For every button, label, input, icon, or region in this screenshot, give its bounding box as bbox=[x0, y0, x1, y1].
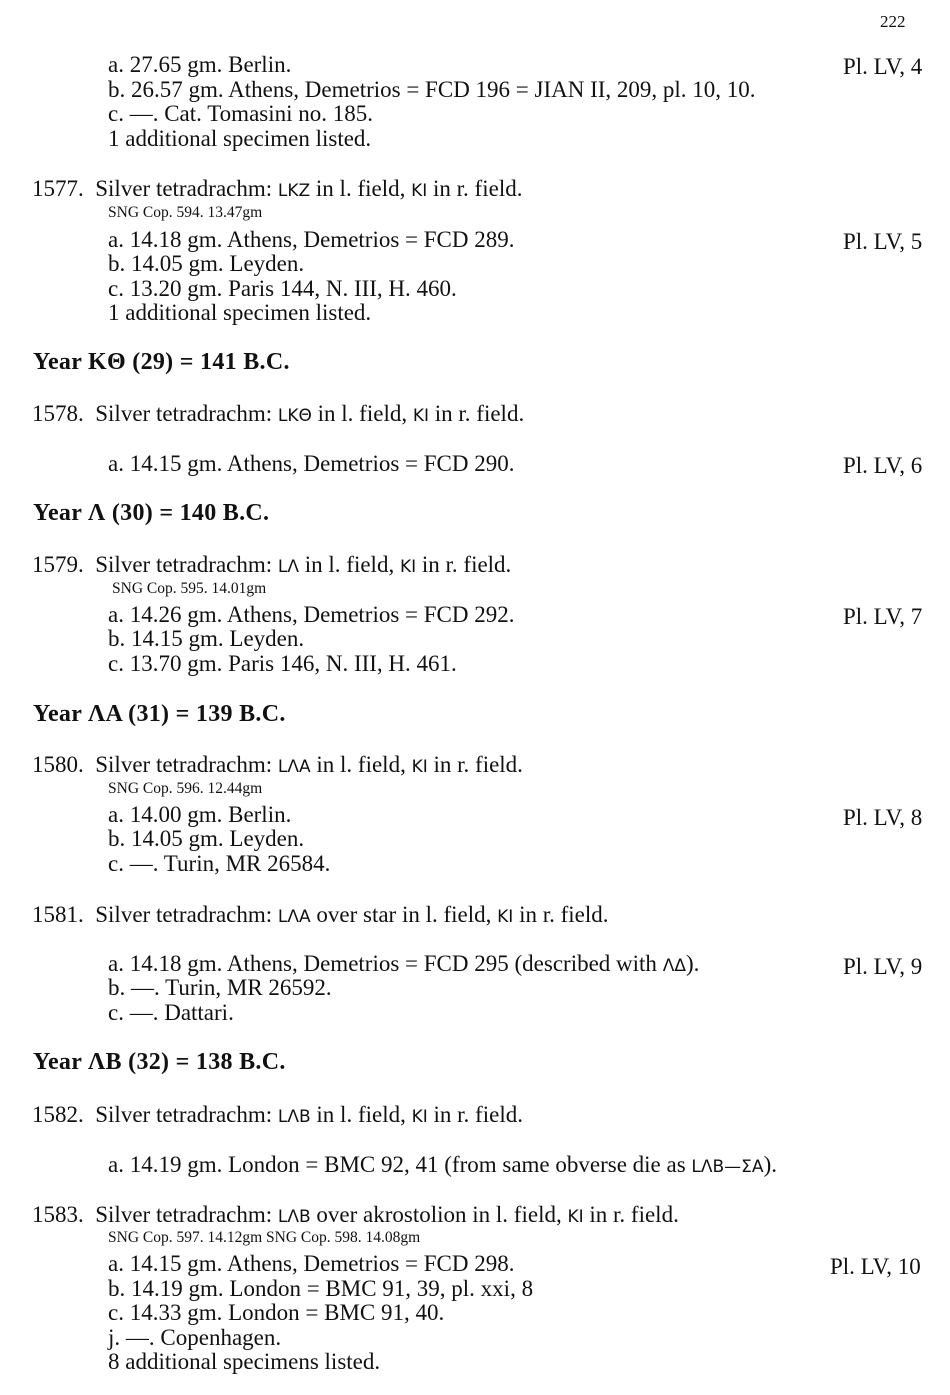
entry-number: 1580. bbox=[32, 752, 84, 777]
specimen-text: ). bbox=[685, 951, 700, 976]
specimen-line: a. 14.15 gm. Athens, Demetrios = FCD 290. bbox=[108, 451, 515, 476]
left-field-monogram: LΛA bbox=[277, 907, 311, 927]
specimen-text: a. 14.18 gm. Athens, Demetrios = FCD 295 (described with bbox=[108, 951, 657, 976]
specimen-line: c. 13.20 gm. Paris 144, N. III, H. 460. bbox=[108, 276, 457, 301]
entry-number: 1583. bbox=[32, 1202, 84, 1227]
left-field-monogram: LΛB bbox=[277, 1207, 311, 1227]
specimen-line bbox=[108, 1152, 777, 1180]
catalog-entry-1582 bbox=[32, 1102, 523, 1130]
right-field-monogram: KI bbox=[399, 557, 417, 577]
specimen-line: c. 13.70 gm. Paris 146, N. III, H. 461. bbox=[108, 651, 457, 676]
specimen-text: a. 14.19 gm. London = BMC 92, 41 (from same obverse die as bbox=[108, 1152, 686, 1177]
entry-number: 1582. bbox=[32, 1102, 84, 1127]
plate-reference: Pl. LV, 7 bbox=[843, 604, 923, 629]
year-heading: Year ΛB (32) = 138 B.C. bbox=[33, 1049, 286, 1075]
entry-description: in l. field, bbox=[317, 401, 408, 426]
left-field-monogram: LKZ bbox=[277, 181, 311, 201]
left-field-monogram: LΛA bbox=[277, 757, 311, 777]
sng-reference: SNG Cop. 594. 13.47gm bbox=[108, 204, 263, 221]
specimen-line: b. —. Turin, MR 26592. bbox=[108, 975, 332, 1000]
catalog-entry-1579 bbox=[32, 552, 511, 580]
right-field-monogram: KI bbox=[567, 1207, 584, 1227]
entry-description: in r. field. bbox=[433, 176, 523, 201]
sng-reference: SNG Cop. 596. 12.44gm bbox=[108, 780, 263, 797]
specimen-line: a. 14.26 gm. Athens, Demetrios = FCD 292. bbox=[108, 602, 515, 627]
entry-description: Silver tetradrachm: bbox=[95, 1102, 273, 1127]
specimen-line: b. 14.15 gm. Leyden. bbox=[108, 626, 305, 651]
entry-number: 1581. bbox=[32, 902, 84, 927]
entry-description: in l. field, bbox=[315, 176, 406, 201]
plate-reference: Pl. LV, 10 bbox=[830, 1254, 921, 1279]
year-heading: Year ΛA (31) = 139 B.C. bbox=[33, 701, 286, 727]
entry-description: over star in l. field, bbox=[316, 902, 492, 927]
right-field-monogram: KI bbox=[411, 1107, 428, 1127]
entry-number: 1579. bbox=[32, 552, 84, 577]
monogram: LΛB—ΣA bbox=[691, 1157, 764, 1177]
entry-description: in r. field. bbox=[519, 902, 609, 927]
entry-description: in l. field, bbox=[304, 552, 395, 577]
entry-description: in r. field. bbox=[589, 1202, 679, 1227]
catalog-entry-1578 bbox=[32, 401, 524, 429]
specimen-line: a. 14.18 gm. Athens, Demetrios = FCD 289. bbox=[108, 227, 515, 252]
additional-specimens-note: 1 additional specimen listed. bbox=[108, 126, 372, 151]
specimen-line: a. 14.15 gm. Athens, Demetrios = FCD 298. bbox=[108, 1251, 515, 1276]
additional-specimens-note: 8 additional specimens listed. bbox=[108, 1349, 381, 1374]
catalog-entry-1581 bbox=[32, 902, 609, 930]
entry-description: Silver tetradrachm: bbox=[95, 1202, 273, 1227]
entry-description: Silver tetradrachm: bbox=[95, 902, 273, 927]
additional-specimens-note: 1 additional specimen listed. bbox=[108, 300, 372, 325]
entry-description: in r. field. bbox=[434, 401, 525, 426]
specimen-line: c. 14.33 gm. London = BMC 91, 40. bbox=[108, 1300, 445, 1325]
catalog-entry-1577 bbox=[32, 176, 522, 204]
right-field-monogram: KI bbox=[411, 181, 428, 201]
monogram: ΛΔ bbox=[662, 956, 686, 976]
left-field-monogram: LΛB bbox=[277, 1107, 311, 1127]
plate-reference: Pl. LV, 5 bbox=[843, 229, 923, 254]
plate-reference: Pl. LV, 6 bbox=[843, 453, 923, 478]
entry-number: 1577. bbox=[32, 176, 84, 201]
entry-description: Silver tetradrachm: bbox=[95, 752, 273, 777]
specimen-line: b. 14.05 gm. Leyden. bbox=[108, 826, 305, 851]
specimen-line: c. —. Turin, MR 26584. bbox=[108, 851, 331, 876]
specimen-text: ). bbox=[763, 1152, 777, 1177]
specimen-line: b. 14.19 gm. London = BMC 91, 39, pl. xxi, 8 bbox=[108, 1276, 534, 1301]
specimen-line: c. —. Cat. Tomasini no. 185. bbox=[108, 101, 374, 126]
entry-description: Silver tetradrachm: bbox=[95, 401, 273, 426]
entry-description: in l. field, bbox=[316, 752, 406, 777]
entry-description: in r. field. bbox=[433, 1102, 523, 1127]
catalog-entry-1583 bbox=[32, 1202, 679, 1230]
entry-description: in r. field. bbox=[433, 752, 523, 777]
plate-reference: Pl. LV, 9 bbox=[843, 954, 923, 979]
entry-description: Silver tetradrachm: bbox=[95, 552, 273, 577]
plate-reference: Pl. LV, 4 bbox=[843, 54, 923, 79]
specimen-line: j. —. Copenhagen. bbox=[108, 1325, 282, 1350]
specimen-line: c. —. Dattari. bbox=[108, 1000, 234, 1025]
right-field-monogram: KI bbox=[411, 757, 428, 777]
entry-description: Silver tetradrachm: bbox=[95, 176, 273, 201]
specimen-line: a. 14.00 gm. Berlin. bbox=[108, 802, 292, 827]
page-number: 222 bbox=[880, 12, 906, 31]
plate-reference: Pl. LV, 8 bbox=[843, 805, 923, 830]
catalog-entry-1580 bbox=[32, 752, 523, 780]
year-heading: Year Λ (30) = 140 B.C. bbox=[33, 500, 270, 526]
left-field-monogram: LKΘ bbox=[277, 406, 312, 426]
year-heading: Year KΘ (29) = 141 B.C. bbox=[33, 349, 290, 375]
entry-number: 1578. bbox=[32, 401, 84, 426]
specimen-line: b. 14.05 gm. Leyden. bbox=[108, 251, 305, 276]
right-field-monogram: KI bbox=[412, 406, 430, 426]
specimen-line: a. 27.65 gm. Berlin. bbox=[108, 52, 292, 77]
entry-description: over akrostolion in l. field, bbox=[316, 1202, 562, 1227]
sng-reference: SNG Cop. 597. 14.12gm SNG Cop. 598. 14.08gm bbox=[108, 1229, 421, 1246]
right-field-monogram: KI bbox=[497, 907, 514, 927]
specimen-line: b. 26.57 gm. Athens, Demetrios = FCD 196 = JIAN II, 209, pl. 10, 10. bbox=[108, 77, 756, 102]
left-field-monogram: LΛ bbox=[277, 557, 300, 577]
entry-description: in r. field. bbox=[421, 552, 512, 577]
sng-reference: SNG Cop. 595. 14.01gm bbox=[112, 580, 267, 597]
entry-description: in l. field, bbox=[316, 1102, 406, 1127]
